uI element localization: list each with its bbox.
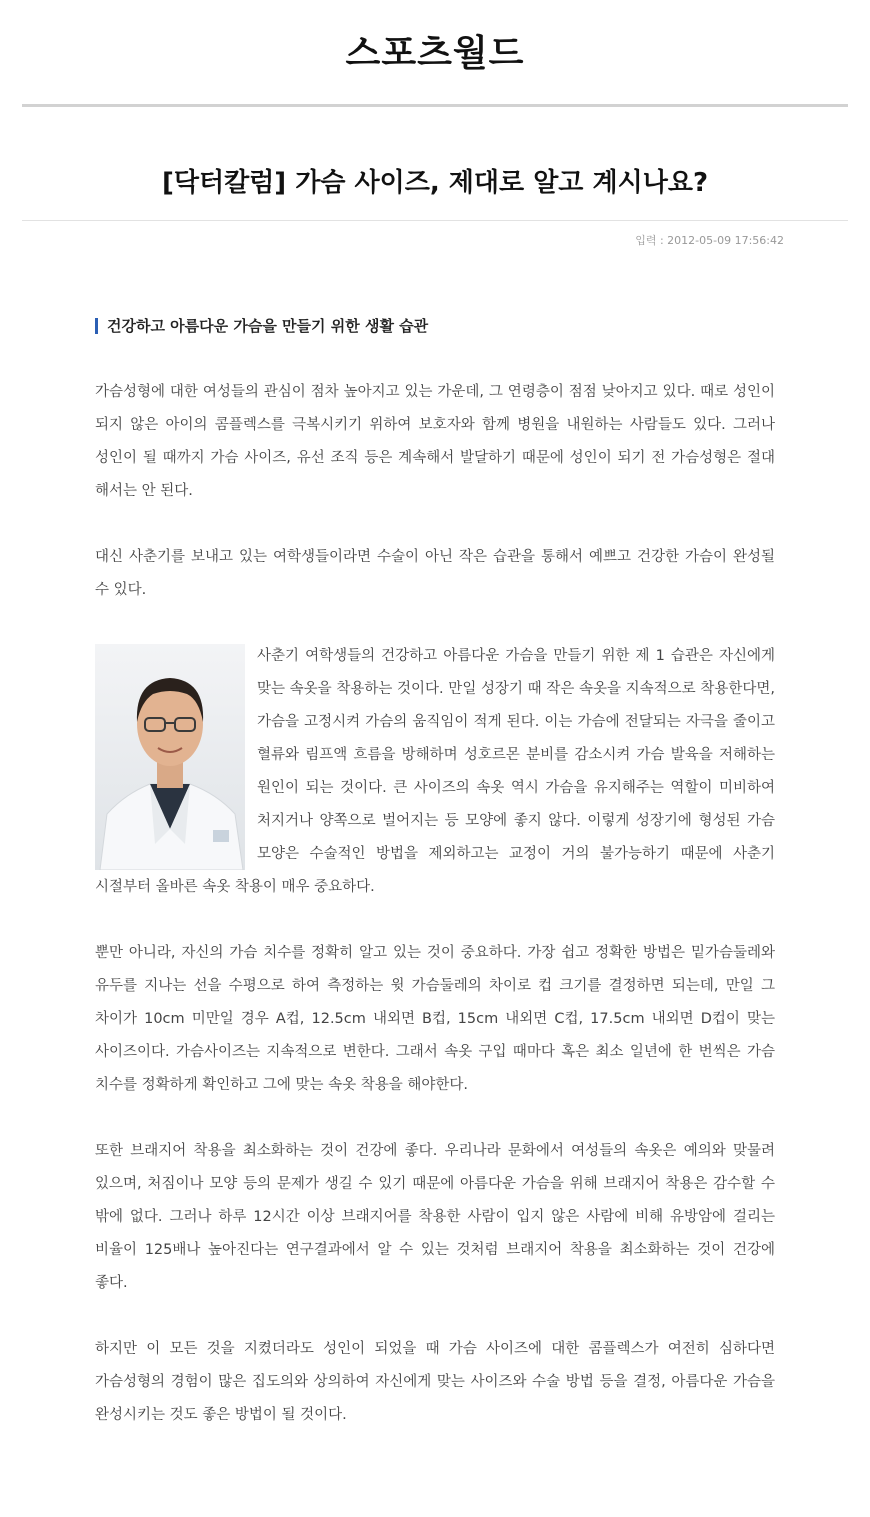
title-divider — [22, 220, 848, 221]
doctor-portrait-icon — [95, 644, 245, 870]
paragraph-5: 또한 브래지어 착용을 최소화하는 것이 건강에 좋다. 우리나라 문화에서 여성들의 속옷은 예의와 맞물려 있으며, 처짐이나 모양 등의 문제가 생길 수 있기 때문에 아름다운 가슴을 위해 브래지어 착용은 감수할 수 밖에 없다. 그러나 하루 12시간 이상 브래지어를 착용한 사람이 입지 않은 사람에 비해 유방암에 걸리는 비율이 125배나 높아진다는 연구결과에서 알 수 있는 것처럼 브래지어 착용을 최소화하는 것이 건강에 좋다. — [95, 1143, 775, 1291]
site-logo[interactable]: 스포츠월드 — [345, 33, 525, 74]
doctor-photo — [95, 644, 245, 870]
masthead — [0, 0, 870, 105]
subhead-text: 건강하고 아름다운 가슴을 만들기 위한 생활 습관 — [107, 317, 429, 335]
article-body — [95, 312, 775, 1432]
paragraph-6: 하지만 이 모든 것을 지켰더라도 성인이 되었을 때 가슴 사이즈에 대한 콤플렉스가 여전히 심하다면 가슴성형의 경험이 많은 집도의와 상의하여 자신에게 맞는 사이즈와 수술 방법 등을 결정, 아름다운 가슴을 완성시키는 것도 좋은 방법이 될 것이다. — [95, 1341, 775, 1423]
paragraph-4: 뿐만 아니라, 자신의 가슴 치수를 정확히 알고 있는 것이 중요하다. 가장 쉽고 정확한 방법은 밑가슴둘레와 유두를 지나는 선을 수평으로 하여 측정하는 윗 가슴둘레의 차이로 컵 크기를 결정하면 되는데, 만일 그 차이가 10cm 미만일 경우 A컵, 12.5cm 내외면 B컵, 15cm 내외면 C컵, 17.5cm 내외면 D컵이 맞는 사이즈이다. 가슴사이즈는 지속적으로 변한다. 그래서 속옷 구입 때마다 혹은 최소 일년에 한 번씩은 가슴 치수를 정확하게 확인하고 그에 맞는 속옷 착용을 해야한다. — [95, 945, 775, 1093]
subhead-accent-bar — [95, 318, 98, 334]
paragraph-3: 사춘기 여학생들의 건강하고 아름다운 가슴을 만들기 위한 제 1 습관은 자신에게 맞는 속옷을 착용하는 것이다. 만일 성장기 때 작은 속옷을 지속적으로 착용한다면, 가슴을 고정시켜 가슴의 움직임이 적게 된다. 이는 가슴에 전달되는 자극을 줄이고 혈류와 림프액 흐름을 방해하며 성호르몬 분비를 감소시켜 가슴 발육을 저해하는 원인이 되는 것이다. 큰 사이즈의 속옷 역시 가슴을 유지해주는 역할이 미비하여 처지거나 양쪽으로 벌어지는 등 모양에 좋지 않다. 이렇게 성장기에 형성된 가슴 모양은 수술적인 방법을 제외하고는 교정이 거의 불가능하기 때문에 사춘기 시절부터 올바른 속옷 착용이 매우 중요하다. — [95, 648, 775, 895]
article-title: [닥터칼럼] 가슴 사이즈, 제대로 알고 계시나요? — [161, 168, 709, 199]
paragraph-2: 대신 사춘기를 보내고 있는 여학생들이라면 수술이 아닌 작은 습관을 통해서 예쁘고 건강한 가슴이 완성될 수 있다. — [95, 549, 775, 598]
masthead-divider — [22, 104, 848, 107]
article-subhead — [95, 312, 775, 340]
article-date: 입력 : 2012-05-09 17:56:42 — [635, 234, 784, 247]
paragraph-1: 가슴성형에 대한 여성들의 관심이 점차 높아지고 있는 가운데, 그 연령층이 점점 낮아지고 있다. 때로 성인이 되지 않은 아이의 콤플렉스를 극복시키기 위하여 보호자와 함께 병원을 내원하는 사람들도 있다. 그러나 성인이 될 때까지 가슴 사이즈, 유선 조직 등은 계속해서 발달하기 때문에 성인이 되기 전 가슴성형은 절대 해서는 안 된다. — [95, 384, 775, 499]
